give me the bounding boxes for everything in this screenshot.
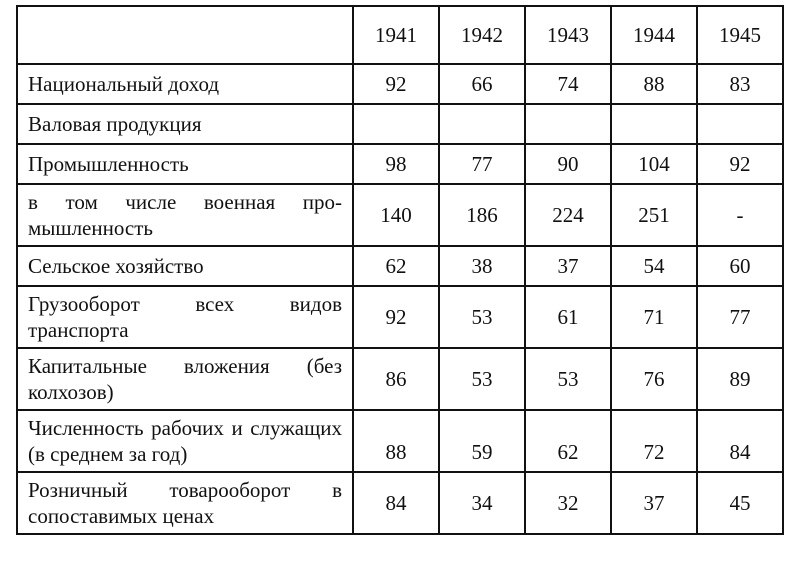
year-header-1942: 1942 [439, 6, 525, 64]
table-cell: 45 [697, 472, 783, 534]
row-label: Капитальные вложения (без колхозов) [17, 348, 353, 410]
table-cell: 62 [525, 410, 611, 472]
table-cell: 140 [353, 184, 439, 246]
table-cell: - [697, 184, 783, 246]
table-cell: 66 [439, 64, 525, 104]
table-cell: 37 [525, 246, 611, 286]
corner-cell [17, 6, 353, 64]
table-cell: 71 [611, 286, 697, 348]
table-row [17, 348, 783, 410]
year-header-1944: 1944 [611, 6, 697, 64]
row-label: в том числе военная про-мышленность [17, 184, 353, 246]
table-row [17, 410, 783, 472]
row-label: Грузооборот всех видов транспорта [17, 286, 353, 348]
table-cell: 34 [439, 472, 525, 534]
table-cell: 98 [353, 144, 439, 184]
table-row [17, 104, 783, 144]
table-cell: 62 [353, 246, 439, 286]
header-row [17, 6, 783, 64]
table-cell: 84 [697, 410, 783, 472]
row-label: Сельское хозяйство [17, 246, 353, 286]
row-label: Розничный товарооборот в сопоставимых ценах [17, 472, 353, 534]
table-cell: 74 [525, 64, 611, 104]
table-cell: 89 [697, 348, 783, 410]
table-cell: 53 [439, 348, 525, 410]
table-row [17, 64, 783, 104]
table-cell: 84 [353, 472, 439, 534]
table-cell [525, 104, 611, 144]
table-cell: 38 [439, 246, 525, 286]
row-label: Промышленность [17, 144, 353, 184]
table-cell: 59 [439, 410, 525, 472]
table-cell [353, 104, 439, 144]
table-cell: 37 [611, 472, 697, 534]
table-cell: 53 [525, 348, 611, 410]
table-cell: 88 [611, 64, 697, 104]
table-cell: 92 [697, 144, 783, 184]
table-cell: 224 [525, 184, 611, 246]
table-cell: 186 [439, 184, 525, 246]
table-cell: 53 [439, 286, 525, 348]
table-cell: 61 [525, 286, 611, 348]
table-cell: 92 [353, 286, 439, 348]
table-cell: 92 [353, 64, 439, 104]
table-row [17, 286, 783, 348]
table-cell: 76 [611, 348, 697, 410]
table-row [17, 246, 783, 286]
year-header-1941: 1941 [353, 6, 439, 64]
table-cell: 77 [439, 144, 525, 184]
year-header-1943: 1943 [525, 6, 611, 64]
table-row [17, 184, 783, 246]
table-cell: 88 [353, 410, 439, 472]
row-label: Национальный доход [17, 64, 353, 104]
table-cell: 72 [611, 410, 697, 472]
table-cell [611, 104, 697, 144]
table-cell: 83 [697, 64, 783, 104]
table-cell: 32 [525, 472, 611, 534]
table-row [17, 472, 783, 534]
statistics-table [16, 5, 784, 535]
table-cell: 60 [697, 246, 783, 286]
table-row [17, 144, 783, 184]
table-cell: 251 [611, 184, 697, 246]
table-cell: 54 [611, 246, 697, 286]
row-label: Валовая продукция [17, 104, 353, 144]
year-header-1945: 1945 [697, 6, 783, 64]
table-cell: 77 [697, 286, 783, 348]
table-cell: 90 [525, 144, 611, 184]
row-label: Численность рабочих и служащих (в среднем за год) [17, 410, 353, 472]
table-cell [439, 104, 525, 144]
table-cell [697, 104, 783, 144]
table-cell: 86 [353, 348, 439, 410]
table-cell: 104 [611, 144, 697, 184]
